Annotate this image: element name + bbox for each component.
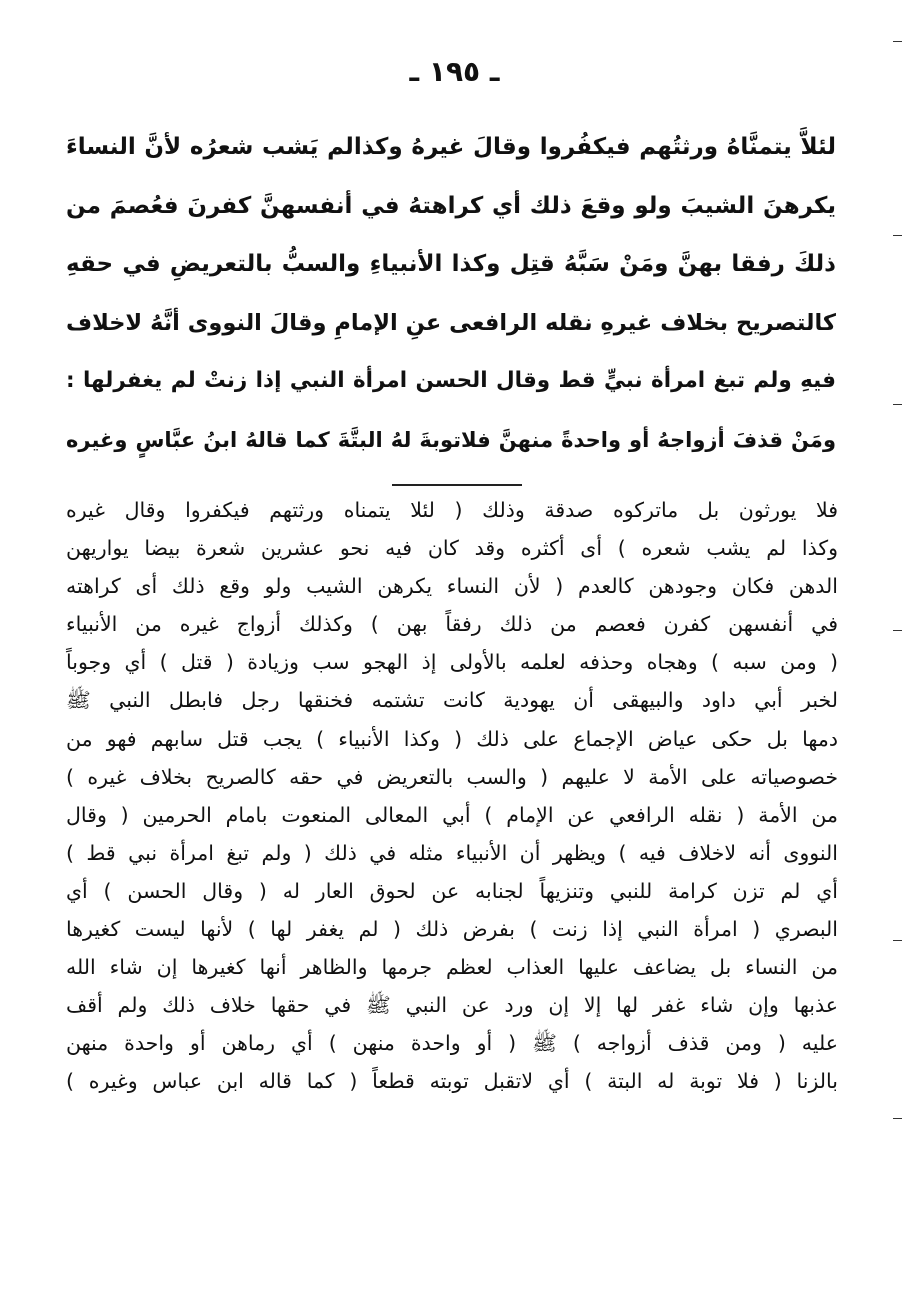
commentary-line: دمها بل حكى عياض الإجماع على ذلك ( وكذا الأنبياء ) يجب قتل سابهم فهو من bbox=[66, 726, 838, 751]
margin-tick-mark bbox=[893, 1118, 902, 1119]
main-text-line: فيهِ ولم تبغ امرأة نبيٍّ قط وقال الحسن امرأة النبي إذا زنتْ لم يغفرلها : bbox=[66, 368, 836, 393]
main-text-block bbox=[66, 118, 836, 469]
commentary-line: ( ومن سبه ) وهجاه وحذفه لعلمه بالأولى إذ الهجو سب وزيادة ( قتل ) أي وجوباً bbox=[66, 650, 838, 675]
main-text-line: كالتصريح بخلاف غيرهِ نقله الرافعى عنِ الإمامِ وقالَ النووى أنَّهُ لاخلاف bbox=[66, 309, 836, 336]
main-text-line: لئلاَّ يتمنَّاهُ ورثتُهم فيكفُروا وقالَ غيرهُ وكذالم يَشب شعرُه لأنَّ النساءَ bbox=[66, 134, 836, 160]
commentary-line: فلا يورثون بل ماتركوه صدقة وذلك ( لئلا يتمناه ورثتهم فيكفروا وقال غيره bbox=[66, 498, 838, 522]
margin-tick-mark bbox=[893, 630, 902, 631]
margin-tick-mark bbox=[893, 41, 902, 42]
section-divider bbox=[392, 484, 522, 486]
commentary-line: من النساء بل يضاعف عليها العذاب لعظم جرمها والظاهر أنها كغيرها إن شاء الله bbox=[66, 955, 838, 980]
commentary-line: عذبها وإن شاء غفر لها إلا إن ورد عن النبي ﷺ في حقها خلاف ذلك ولم أقف bbox=[66, 993, 838, 1018]
commentary-line: البصري ( امرأة النبي إذا زنت ) بفرض ذلك ( لم يغفر لها ) لأنها ليست كغيرها bbox=[66, 917, 838, 942]
commentary-line: النووى أنه لاخلاف فيه ) ويظهر أن الأنبياء مثله في ذلك ( ولم تبغ امرأة نبي قط ) bbox=[66, 840, 838, 865]
commentary-line: وكذا لم يشب شعره ) أى أكثره وقد كان فيه نحو عشرين شعرة بيضا يواريهن bbox=[66, 536, 838, 561]
commentary-line: بالزنا ( فلا توبة له البتة ) أي لاتقبل توبته قطعاً ( كما قاله ابن عباس وغيره ) bbox=[66, 1069, 838, 1094]
commentary-line: خصوصياته على الأمة لا عليهم ( والسب بالتعريض في حقه كالصريح بخلاف غيره ) bbox=[66, 764, 838, 789]
commentary-text-block bbox=[66, 491, 838, 1101]
commentary-line: في أنفسهن كفرن فعصم من ذلك رفقاً بهن ) وكذلك أزواج غيره من الأنبياء bbox=[66, 612, 838, 637]
commentary-line: عليه ( ومن قذف أزواجه ) ﷺ ( أو واحدة منهن ) أي رماهن أو واحدة منهن bbox=[66, 1031, 838, 1056]
main-text-line: يكرهنَ الشيبَ ولو وقعَ ذلك أي كراهتهُ في أنفسهنَّ كفرنَ فعُصمَ من bbox=[66, 192, 836, 219]
commentary-line: من الأمة ( نقله الرافعي عن الإمام ) أبي المعالى المنعوت بامام الحرمين ( وقال bbox=[66, 802, 838, 827]
main-text-line: ذلكَ رفقا بهنَّ ومَنْ سَبَّهُ قتِل وكذا الأنبياءِ والسبُّ بالتعريضِ في حقهِ bbox=[66, 251, 836, 277]
main-text-line: ومَنْ قذفَ أزواجهُ أو واحدةً منهنَّ فلاتوبةَ لهُ البتَّةَ كما قالهُ ابنُ عبَّاسٍ وغيره bbox=[66, 427, 836, 452]
margin-tick-mark bbox=[893, 235, 902, 236]
page-number: ـ ١٩٥ ـ bbox=[409, 55, 500, 88]
commentary-line: لخبر أبي داود والبيهقى أن يهودية كانت تشتمه فخنقها رجل فابطل النبي ﷺ bbox=[66, 688, 838, 713]
commentary-line: أي لم تزن كرامة للنبي وتنزيهاً لجنابه عن لحوق العار له ( وقال الحسن ) أي bbox=[66, 878, 838, 903]
margin-tick-mark bbox=[893, 940, 902, 941]
commentary-line: الدهن فكان وجودهن كالعدم ( لأن النساء يكرهن الشيب ولو وقع ذلك أى كراهته bbox=[66, 574, 838, 599]
margin-tick-mark bbox=[893, 404, 902, 405]
